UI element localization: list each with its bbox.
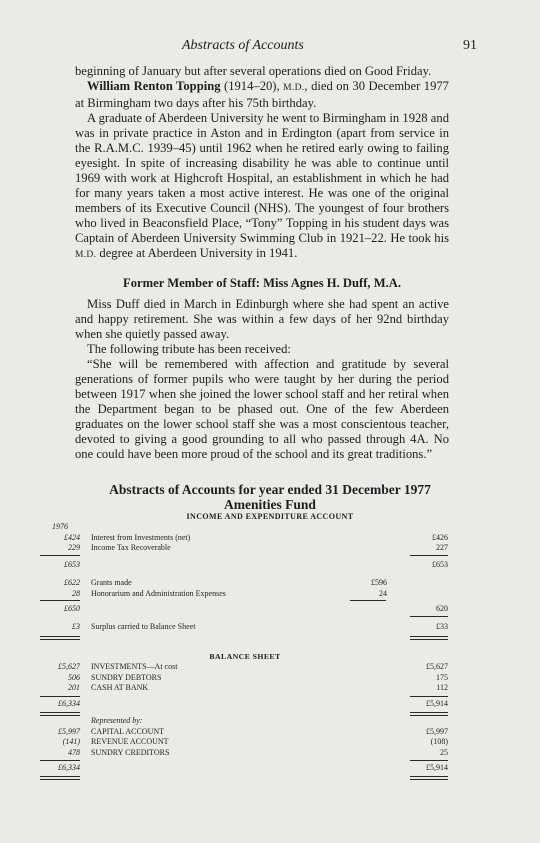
row-label: SUNDRY CREDITORS [91, 747, 170, 757]
table-row [40, 533, 450, 544]
topping-death-text: , died on 30 December 1977 at Birmingham two days after his 75th birthday. [75, 79, 449, 110]
table-row [40, 763, 450, 774]
fund-title: Amenities Fund [224, 497, 316, 512]
topping-biography-end: degree at Aberdeen University in 1941. [96, 246, 298, 260]
table-row [40, 683, 450, 694]
table-row [40, 737, 450, 748]
prev-year-value: 229 [68, 543, 80, 552]
topping-name: William Renton Topping [87, 79, 221, 93]
row-label: Income Tax Recoverable [91, 543, 171, 552]
table-row [40, 560, 450, 571]
row-label: CAPITAL ACCOUNT [91, 726, 165, 736]
prev-year-value: 28 [72, 588, 80, 598]
current-value: £5,627 [426, 662, 448, 671]
topping-biography [75, 111, 449, 263]
table-row [40, 622, 450, 633]
balance-sheet-heading: BALANCE SHEET [209, 652, 281, 661]
current-value: 25 [440, 747, 448, 757]
table-row [40, 543, 450, 554]
table-row [40, 578, 450, 589]
assets-table [40, 662, 450, 694]
double-rule [40, 636, 80, 640]
current-total: £5,914 [426, 699, 448, 708]
represented-by-label: Represented by: [91, 716, 143, 725]
page-number: 91 [463, 38, 477, 53]
prev-year-value: £622 [64, 578, 80, 587]
duff-text [75, 297, 449, 462]
prev-year-value: £424 [64, 532, 80, 542]
double-rule [410, 636, 448, 640]
rule [40, 555, 80, 556]
prev-year-total: £6,334 [58, 699, 80, 708]
table-row [40, 604, 450, 615]
surplus-row [40, 622, 450, 633]
prev-year-total: £650 [64, 604, 80, 613]
rule [350, 600, 386, 601]
expenses-table [40, 578, 450, 599]
prev-year-value: £5,997 [58, 726, 80, 736]
row-label: REVENUE ACCOUNT [91, 737, 169, 746]
rule [410, 760, 448, 761]
rule [410, 555, 448, 556]
assets-total-row [40, 699, 450, 710]
row-label: INVESTMENTS—At cost [91, 662, 178, 671]
table-row [40, 716, 450, 727]
current-value: £33 [436, 622, 448, 631]
liabilities-total-row [40, 763, 450, 774]
staff-heading: Former Member of Staff: Miss Agnes H. Duff, M.A. [123, 276, 401, 290]
row-label: Interest from Investments (net) [91, 532, 191, 542]
row-label: Surplus carried to Balance Sheet [91, 622, 196, 631]
rule [40, 760, 80, 761]
prev-year-value: 201 [68, 683, 80, 692]
current-value: 175 [436, 672, 448, 682]
rule [410, 616, 448, 617]
sub-value: 24 [379, 588, 387, 598]
liabilities-table [40, 716, 450, 758]
current-value: £5,997 [426, 726, 448, 736]
table-row [40, 699, 450, 710]
table-row [40, 589, 450, 600]
year-header-row [40, 522, 450, 533]
income-expenditure-heading: INCOME AND EXPENDITURE ACCOUNT [186, 512, 354, 521]
table-row [40, 727, 450, 738]
prev-year-value: 478 [68, 747, 80, 757]
row-label: CASH AT BANK [91, 683, 149, 692]
sub-value: £596 [371, 578, 387, 587]
prev-year-value: 506 [68, 672, 80, 682]
prev-year-value: £3 [72, 622, 80, 631]
double-rule [410, 776, 448, 780]
rule [410, 696, 448, 697]
accounts-title: Abstracts of Accounts for year ended 31 December 1977 [109, 482, 431, 497]
current-total: £5,914 [426, 763, 448, 772]
row-label: SUNDRY DEBTORS [91, 672, 162, 682]
prev-year-total: £653 [64, 560, 80, 569]
topping-dates: (1914–20), [220, 79, 284, 93]
prev-year-total: £6,334 [58, 763, 80, 772]
expenses-total-row [40, 604, 450, 615]
row-label: Honorarium and Administration Expenses [91, 588, 226, 598]
running-title: Abstracts of Accounts [182, 38, 304, 53]
prev-year-value: £5,627 [58, 662, 80, 671]
paragraph-continued: beginning of January but after several operations died on Good Friday. [75, 64, 432, 78]
current-total: 620 [436, 604, 448, 613]
year-label: 1976 [52, 522, 68, 531]
current-value: 112 [436, 683, 448, 692]
income-total-row [40, 560, 450, 571]
prev-year-value: (141) [62, 737, 80, 746]
duff-paragraph: Miss Duff died in March in Edinburgh where she had spent an active and happy retirement. She was within a few days of her 92nd birthday when she quietly passed away. [75, 297, 449, 341]
rule [40, 696, 80, 697]
double-rule [40, 776, 80, 780]
table-row [40, 662, 450, 673]
current-value: 227 [436, 543, 448, 552]
topping-degree: M.D. [283, 83, 305, 93]
rule [40, 600, 80, 601]
tribute-quote: “She will be remembered with affection and gratitude by several generations of former pupils who were taught by her during the period between 1917 when she joined the lower school staff and her retiral when the Department began to be phased out. One of the few Aberdeen graduates on the lower school staff she was a most conscientous teacher, devoted to giving a good grounding to all who passed through 4A. No one could have been more proud of the school and its great traditions.” [75, 357, 449, 461]
table-row [40, 673, 450, 684]
tribute-intro: The following tribute has been received: [87, 342, 291, 356]
row-label: Grants made [91, 578, 132, 587]
current-value: (108) [430, 737, 448, 746]
current-total: £653 [432, 560, 448, 569]
topping-paragraph [75, 79, 449, 111]
page-header [60, 38, 477, 56]
topping-biography-text: A graduate of Aberdeen University he went to Birmingham in 1928 and was in private practice in Aston and in Erdington (apart from service in the R.A.M.C. 1939–45) until 1962 when he retired early owing to failing eyesight. In spite of increasing disability he was able to continue until 1969 with work at Highcroft Hospital, an establishment in which he had for many years taken a most active interest. He was one of the original members of its Executive Council (NHS). The youngest of four brothers who lived in Beaconsfield Place, “Tony” Topping in his student days was Captain of Aberdeen University Swimming Club in 1921–22. He took his [75, 111, 449, 245]
income-expenditure-table [40, 522, 450, 554]
obituaries-text [75, 64, 449, 263]
table-row [40, 748, 450, 759]
current-value: £426 [432, 532, 448, 542]
topping-md-abbrev: M.D. [75, 250, 97, 260]
